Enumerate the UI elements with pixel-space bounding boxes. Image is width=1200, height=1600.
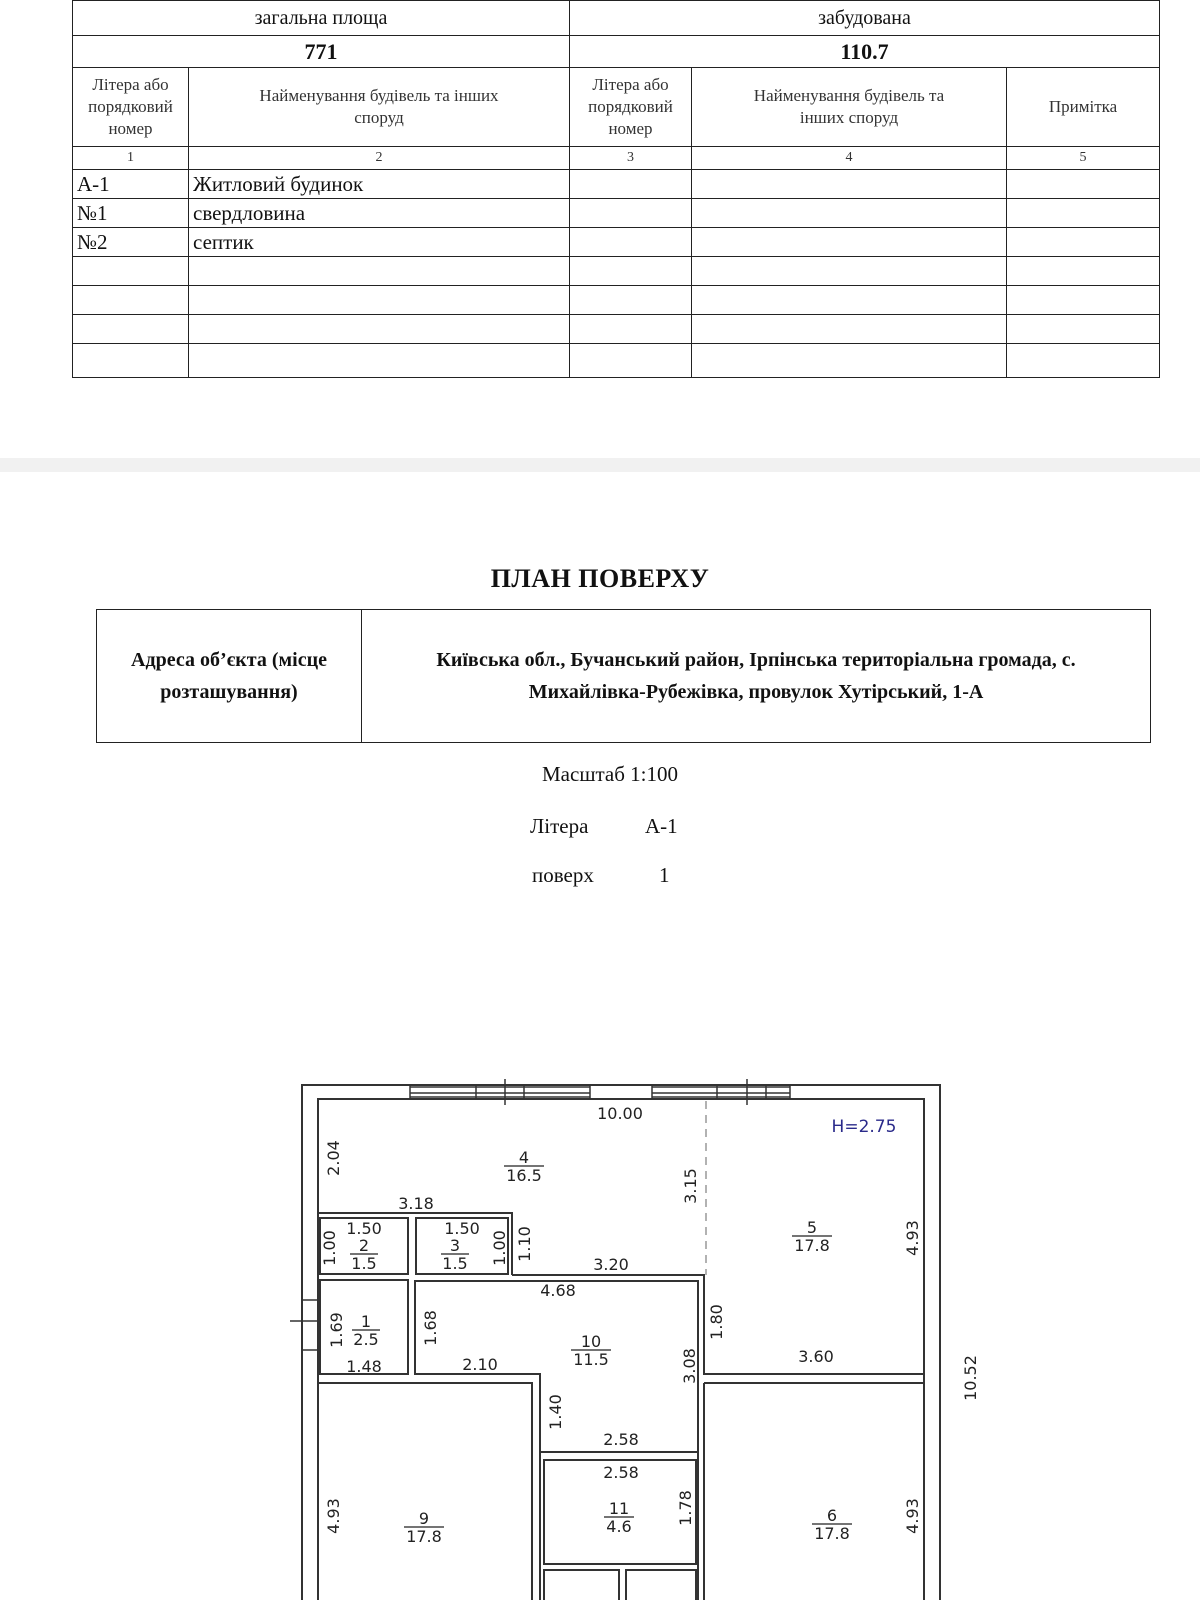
dim-r4-r5-split: 3.15 <box>681 1168 700 1204</box>
address-value: Київська обл., Бучанський район, Ірпінська територіальна громада, с. Михайлівка-Рубежівка, провулок Хутірський, 1-А <box>362 610 1151 743</box>
room-5-label <box>792 1218 832 1255</box>
room-6-label <box>812 1506 852 1543</box>
room-number: 5 <box>806 1218 818 1237</box>
floor-plan-drawing <box>0 472 1200 1600</box>
address-label: Адреса об’єкта (місце розташування) <box>97 610 362 743</box>
row-letter <box>73 315 189 344</box>
row-name: септик <box>189 228 570 257</box>
row-letter <box>73 257 189 286</box>
row-note <box>1007 170 1160 199</box>
letter-value: А-1 <box>645 814 678 838</box>
room-area: 2.5 <box>353 1330 379 1349</box>
page-title: ПЛАН ПОВЕРХУ <box>490 564 710 593</box>
row-name-2 <box>692 199 1007 228</box>
table-row <box>73 170 1160 199</box>
row-letter-2 <box>570 170 692 199</box>
dim-r10-bottom: 2.10 <box>462 1355 498 1374</box>
column-number: 4 <box>692 147 1007 170</box>
header-name-1: Найменування будівель та інших споруд <box>189 68 570 147</box>
row-note <box>1007 228 1160 257</box>
row-name <box>189 344 570 378</box>
row-note <box>1007 286 1160 315</box>
room-number: 10 <box>580 1332 602 1351</box>
table-row <box>73 199 1160 228</box>
row-letter-2 <box>570 344 692 378</box>
table-row <box>73 315 1160 344</box>
dim-r10-step: 1.40 <box>546 1394 565 1430</box>
header-letter-1: Літера або порядковий номер <box>73 68 189 147</box>
room-number: 2 <box>358 1236 370 1255</box>
row-name-2 <box>692 257 1007 286</box>
row-letter: №2 <box>73 228 189 257</box>
row-name-2 <box>692 344 1007 378</box>
table-row <box>73 286 1160 315</box>
dim-overall-width: 10.00 <box>597 1104 643 1123</box>
dim-r2-height: 1.00 <box>320 1230 339 1266</box>
dim-r9-height: 4.93 <box>324 1498 343 1534</box>
built-area-value: 110.7 <box>570 36 1160 68</box>
header-name-2: Найменування будівель та інших споруд <box>692 68 1007 147</box>
row-name <box>189 257 570 286</box>
total-area-label: загальна площа <box>73 1 570 36</box>
dim-r2-width: 1.50 <box>346 1219 382 1238</box>
row-letter-2 <box>570 286 692 315</box>
table-row <box>73 344 1160 378</box>
row-letter <box>73 344 189 378</box>
room-10-label <box>571 1332 611 1369</box>
header-letter-2: Літера або порядковий номер <box>570 68 692 147</box>
row-name-2 <box>692 170 1007 199</box>
room-number: 9 <box>418 1509 430 1528</box>
dim-r4-bottom: 3.20 <box>593 1255 629 1274</box>
room-2-label <box>350 1236 378 1273</box>
dim-r3-side: 1.10 <box>515 1226 534 1262</box>
room-area: 1.5 <box>351 1254 377 1273</box>
row-name <box>189 315 570 344</box>
column-number: 3 <box>570 147 692 170</box>
header-note: Примітка <box>1007 68 1160 147</box>
room-1-label <box>352 1312 380 1349</box>
dim-r10-right: 3.08 <box>680 1348 699 1384</box>
row-letter-2 <box>570 228 692 257</box>
row-name-2 <box>692 286 1007 315</box>
room-area: 16.5 <box>506 1166 542 1185</box>
page-separator <box>0 458 1200 472</box>
column-number: 2 <box>189 147 570 170</box>
row-letter-2 <box>570 199 692 228</box>
floor-value: 1 <box>659 863 670 887</box>
table-row <box>73 228 1160 257</box>
scale-label: Масштаб 1:100 <box>542 762 679 786</box>
column-number: 5 <box>1007 147 1160 170</box>
room-9-label <box>404 1509 444 1546</box>
row-letter-2 <box>570 315 692 344</box>
room-area: 17.8 <box>794 1236 830 1255</box>
dim-r3-width: 1.50 <box>444 1219 480 1238</box>
dim-r10-top: 4.68 <box>540 1281 576 1300</box>
dim-r10-lower: 2.58 <box>603 1430 639 1449</box>
dim-overall-depth: 10.52 <box>961 1355 980 1401</box>
row-letter-2 <box>570 257 692 286</box>
dim-r11-width: 2.58 <box>603 1463 639 1482</box>
room-area: 17.8 <box>814 1524 850 1543</box>
row-name <box>189 286 570 315</box>
room-number: 6 <box>826 1506 838 1525</box>
row-name: свердловина <box>189 199 570 228</box>
dim-r3-height: 1.00 <box>490 1230 509 1266</box>
ceiling-height: H=2.75 <box>831 1117 897 1137</box>
buildings-page <box>0 0 1200 458</box>
row-name-2 <box>692 228 1007 257</box>
dim-r6-height: 4.93 <box>903 1498 922 1534</box>
row-letter: №1 <box>73 199 189 228</box>
room-area: 17.8 <box>406 1527 442 1546</box>
row-note <box>1007 315 1160 344</box>
column-number: 1 <box>73 147 189 170</box>
room-number: 1 <box>360 1312 372 1331</box>
room-3-label <box>441 1236 469 1273</box>
dim-r5-height: 4.93 <box>903 1220 922 1256</box>
room-4-label <box>504 1148 544 1185</box>
built-area-label: забудована <box>570 1 1160 36</box>
letter-label: Літера <box>530 814 589 838</box>
room-number: 3 <box>449 1236 461 1255</box>
room-11-label <box>604 1499 634 1536</box>
dim-r4-height: 2.04 <box>324 1140 343 1176</box>
floor-plan-page <box>0 472 1200 1600</box>
room-area: 4.6 <box>606 1517 632 1536</box>
row-name-2 <box>692 315 1007 344</box>
room-number: 11 <box>608 1499 630 1518</box>
row-letter <box>73 286 189 315</box>
dim-r5-width: 3.60 <box>798 1347 834 1366</box>
total-area-value: 771 <box>73 36 570 68</box>
dim-r11-height: 1.78 <box>676 1490 695 1526</box>
row-letter: А-1 <box>73 170 189 199</box>
row-note <box>1007 344 1160 378</box>
room-area: 11.5 <box>573 1350 609 1369</box>
dim-r1-width: 1.48 <box>346 1357 382 1376</box>
dim-r10-left: 1.68 <box>421 1310 440 1346</box>
room-area: 1.5 <box>442 1254 468 1273</box>
table-row <box>73 257 1160 286</box>
dim-r1-height: 1.69 <box>327 1312 346 1348</box>
row-name: Житловий будинок <box>189 170 570 199</box>
room-number: 4 <box>518 1148 530 1167</box>
buildings-table <box>72 0 1160 378</box>
row-note <box>1007 199 1160 228</box>
row-note <box>1007 257 1160 286</box>
floor-label: поверх <box>532 863 594 887</box>
dim-r4-partition: 3.18 <box>398 1194 434 1213</box>
dim-r5-bottom-side: 1.80 <box>707 1304 726 1340</box>
